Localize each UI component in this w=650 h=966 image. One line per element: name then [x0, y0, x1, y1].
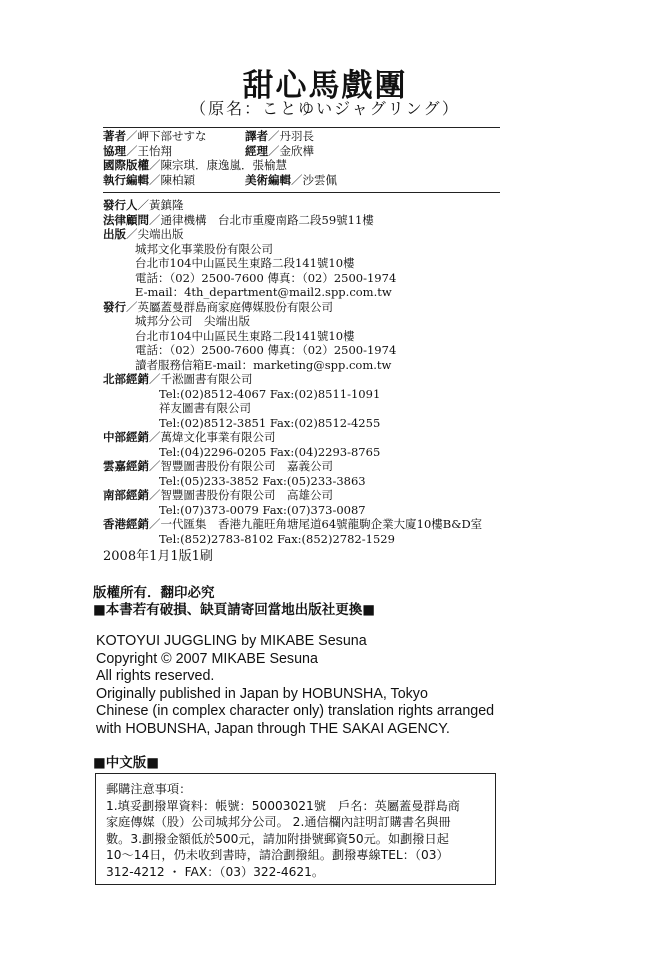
damage-notice: ■本書若有破損、缺頁請寄回當地出版社更換■	[93, 602, 376, 618]
publisher-line	[103, 285, 482, 300]
publisher-line	[103, 445, 482, 460]
publisher-text: Tel:(07)373-0079 Fax:(07)373-0087	[159, 502, 366, 517]
credit-value: ／丹羽長	[268, 129, 314, 143]
publisher-label: 北部經銷	[103, 372, 149, 386]
credit-row	[103, 172, 337, 188]
publisher-line	[103, 256, 482, 271]
publisher-line	[103, 474, 482, 489]
publisher-text: ／英屬蓋曼群島商家庭傳媒股份有限公司	[126, 299, 333, 314]
publisher-line	[103, 430, 482, 445]
publisher-line	[103, 227, 482, 242]
english-line: Chinese (in complex character only) translation rights arranged	[96, 703, 495, 719]
publisher-line	[103, 401, 482, 416]
copyright-notice: 版權所有．翻印必究	[93, 585, 215, 601]
credit-value: ／岬下部せすな	[126, 129, 207, 143]
credit-label: 經理	[245, 143, 268, 158]
publisher-line	[103, 314, 482, 329]
publisher-line	[103, 300, 482, 315]
publisher-label: 發行	[103, 299, 126, 314]
credit-label: 執行編輯	[103, 172, 149, 187]
publisher-line	[103, 459, 482, 474]
credit-value: ／王怡翔	[126, 143, 172, 158]
publisher-line	[103, 503, 482, 518]
publisher-text: 台北市104中山區民生東路二段141號10樓	[135, 328, 355, 343]
publisher-text: Tel:(02)8512-4067 Fax:(02)8511-1091	[159, 386, 381, 401]
publisher-label: 雲嘉經銷	[103, 459, 149, 473]
publisher-text: Tel:(852)2783-8102 Fax:(852)2782-1529	[159, 531, 395, 546]
credit-row	[103, 143, 314, 159]
credit-label: 美術編輯	[245, 172, 291, 187]
publisher-line	[103, 198, 482, 213]
publisher-text: ／萬煒文化事業有限公司	[149, 430, 276, 444]
publisher-line	[103, 358, 482, 373]
publisher-text: ／智豐圖書股份有限公司 高雄公司	[149, 488, 333, 502]
order-line: 312-4212 ・ FAX：（03）322-4621。	[106, 864, 325, 879]
credit-label: 著者	[103, 129, 126, 143]
publisher-label: 香港經銷	[103, 517, 149, 531]
order-line: 1.填妥劃撥單資料：帳號：50003021號 戶名：英屬蓋曼群島商	[106, 798, 460, 813]
publisher-block	[103, 198, 482, 546]
publisher-text: ／千淞圖書有限公司	[149, 372, 253, 386]
publisher-text: 電話：（02）2500-7600 傳真：（02）2500-1974	[135, 270, 397, 285]
credit-row	[103, 129, 314, 144]
publisher-text: 城邦分公司 尖端出版	[135, 314, 250, 328]
publisher-text: 電話：（02）2500-7600 傳真：（02）2500-1974	[135, 343, 397, 357]
english-copyright	[96, 633, 494, 738]
english-line: with HOBUNSHA, Japan through THE SAKAI AGENCY.	[96, 720, 450, 737]
order-line: 郵購注意事項：	[106, 782, 192, 796]
credit-label: 譯者	[245, 129, 268, 143]
publisher-text: ／通律機構 台北市重慶南路二段59號11樓	[149, 212, 374, 227]
publisher-text: ／黃鎮隆	[137, 198, 184, 212]
publisher-label: 出版	[103, 227, 126, 241]
publisher-line	[103, 387, 482, 402]
publisher-line	[103, 488, 482, 503]
publisher-line	[103, 242, 482, 257]
credit-value: ／陳宗琪．康逸嵐．張榆慧	[149, 158, 287, 172]
order-line: 10～14日，仍未收到書時，請洽劃撥組。劃撥專線TEL：（03）	[106, 848, 449, 862]
publisher-text: 台北市104中山區民生東路二段141號10樓	[135, 256, 355, 270]
top-divider	[103, 127, 500, 128]
order-line: 數。3.劃撥金額低於500元，請加附掛號郵資50元。如劃撥日起	[106, 831, 449, 846]
mail-order-box	[95, 773, 496, 885]
publisher-line	[103, 372, 482, 387]
english-line: Originally published in Japan by HOBUNSHA, Tokyo	[96, 685, 428, 702]
credits-block	[103, 129, 337, 187]
credit-value: ／沙雲佩	[291, 172, 337, 187]
publisher-line	[103, 532, 482, 547]
publisher-line	[103, 213, 482, 228]
english-line: All rights reserved.	[96, 668, 215, 684]
english-line: Copyright © 2007 MIKABE Sesuna	[96, 650, 318, 667]
order-line: 家庭傳媒（股）公司城邦分公司。 2.通信欄內註明訂購書名與冊	[106, 815, 451, 829]
publisher-label: 發行人	[103, 198, 138, 212]
english-line: KOTOYUI JUGGLING by MIKABE Sesuna	[96, 633, 367, 649]
publisher-text: ／尖端出版	[126, 227, 184, 241]
publisher-text: Tel:(02)8512-3851 Fax:(02)8512-4255	[159, 415, 381, 430]
publisher-label: 南部經銷	[103, 488, 149, 502]
middle-divider	[103, 192, 500, 193]
publisher-line	[103, 271, 482, 286]
credit-row	[103, 158, 287, 173]
book-subtitle: （原名：ことゆいジャグリング）	[190, 99, 460, 118]
publisher-line	[103, 517, 482, 532]
credit-value: ／陳柏穎	[149, 172, 195, 187]
print-date: 2008年1月1版1刷	[103, 549, 213, 564]
credit-label: 國際版權	[103, 158, 149, 172]
credit-value: ／金欣樺	[268, 143, 314, 158]
publisher-text: Tel:(04)2296-0205 Fax:(04)2293-8765	[159, 444, 381, 459]
publisher-text: 城邦文化事業股份有限公司	[135, 241, 273, 256]
chinese-edition-label: ■中文版■	[93, 755, 160, 771]
publisher-text: Tel:(05)233-3852 Fax:(05)233-3863	[159, 473, 366, 488]
publisher-line	[103, 329, 482, 344]
credit-label: 協理	[103, 143, 126, 158]
publisher-line	[103, 416, 482, 431]
publisher-line	[103, 343, 482, 358]
publisher-text: ／一代匯集 香港九龍旺角塘尾道64號龍駒企業大廈10樓B&D室	[149, 517, 483, 531]
publisher-text: 讀者服務信箱E-mail：marketing@spp.com.tw	[135, 357, 392, 372]
publisher-text: E-mail：4th_department@mail2.spp.com.tw	[135, 285, 392, 299]
publisher-text: ／智豐圖書股份有限公司 嘉義公司	[149, 459, 333, 473]
publisher-label: 法律顧問	[103, 212, 149, 227]
publisher-text: 祥友圖書有限公司	[159, 401, 251, 415]
publisher-label: 中部經銷	[103, 430, 149, 444]
book-title: 甜心馬戲團	[242, 68, 408, 104]
